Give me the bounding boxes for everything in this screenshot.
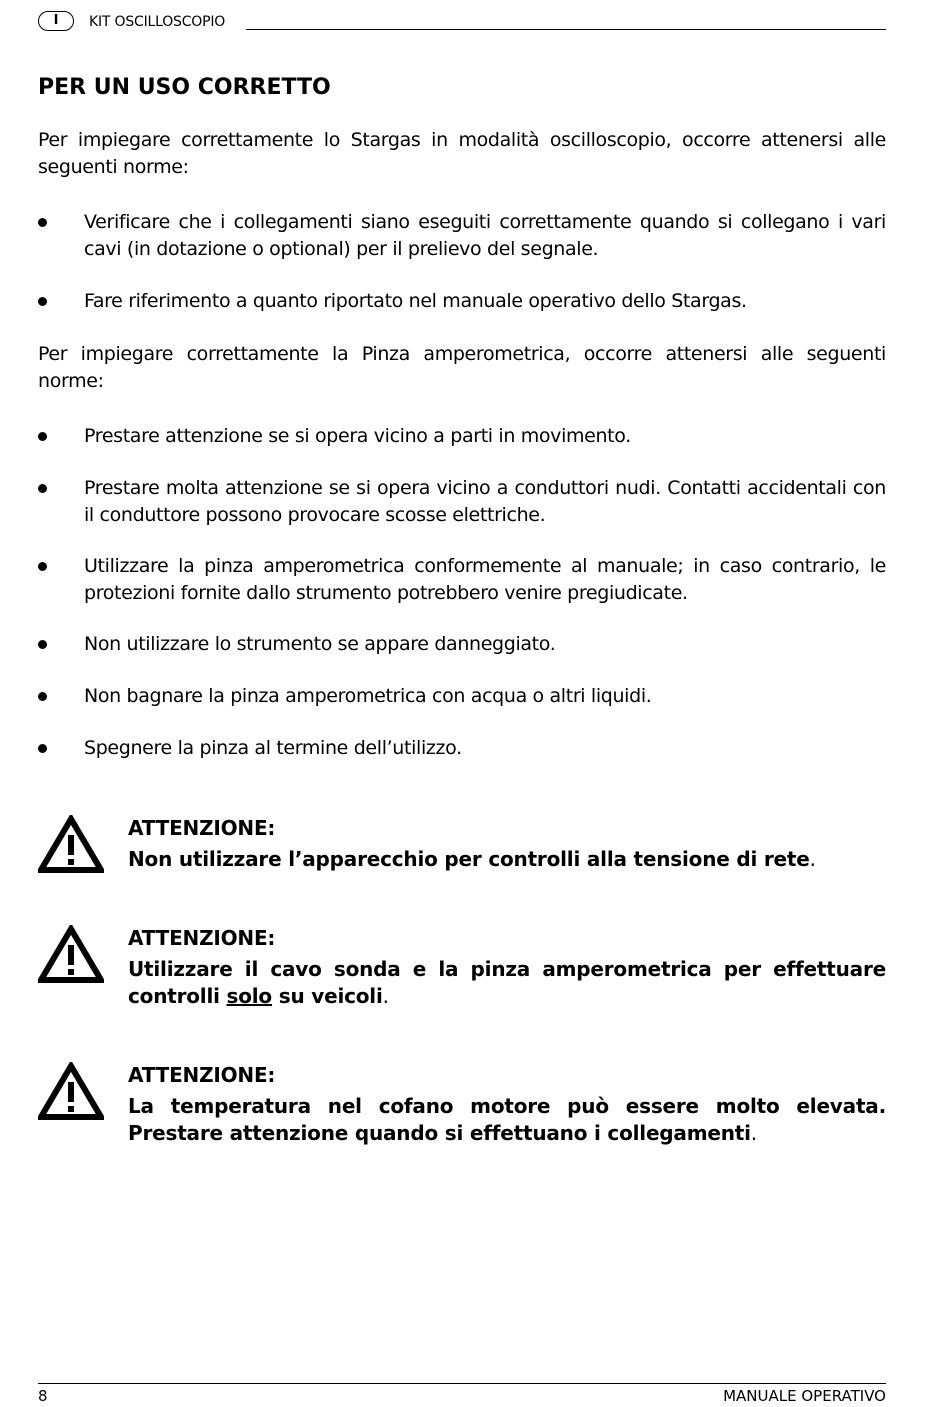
- list-item-text: Utilizzare la pinza amperometrica conformemente al manuale; in caso contrario, le protezioni fornite dallo strumento potrebbero venire pregiudicate.: [84, 555, 886, 604]
- list-item: [38, 735, 886, 762]
- list-item: [38, 288, 886, 315]
- warning-block: [38, 815, 886, 873]
- page-header: [38, 10, 886, 36]
- bullet-icon: [38, 744, 47, 753]
- list-item-text: Verificare che i collegamenti siano eseguiti correttamente quando si collegano i vari cavi (in dotazione o optional) per il prelievo del segnale.: [84, 211, 886, 260]
- warning-triangle-icon: [38, 925, 104, 983]
- bullet-icon: [38, 640, 47, 649]
- warning-text-main: La temperatura nel cofano motore può essere molto elevata. Prestare attenzione quando si effettuano i collegamenti: [128, 1094, 886, 1145]
- list-item: [38, 553, 886, 607]
- bullet-icon: [38, 218, 47, 227]
- warning-text-underlined: solo: [226, 984, 272, 1008]
- list-item-text: Non bagnare la pinza amperometrica con acqua o altri liquidi.: [84, 685, 652, 707]
- page-title: PER UN USO CORRETTO: [38, 75, 331, 100]
- list-item-text: Prestare molta attenzione se si opera vicino a conduttori nudi. Contatti accidentali con il conduttore possono provocare scosse elettriche.: [84, 477, 886, 526]
- warning-text: [128, 1093, 886, 1147]
- warning-text-end: .: [382, 984, 389, 1008]
- warning-text: [128, 956, 886, 1010]
- warning-text-after: su veicoli: [271, 984, 383, 1008]
- list-item-text: Fare riferimento a quanto riportato nel manuale operativo dello Stargas.: [84, 290, 747, 312]
- warning-text-end: .: [809, 847, 816, 871]
- list-item: [38, 683, 886, 710]
- warning-text-end: .: [750, 1121, 757, 1145]
- intro-oscilloscope: Per impiegare correttamente lo Stargas in modalità oscilloscopio, occorre attenersi alle seguenti norme:: [38, 129, 886, 178]
- warning-label: ATTENZIONE:: [128, 1063, 276, 1087]
- bullet-icon: [38, 297, 47, 306]
- warning-text-before: Utilizzare il cavo sonda e la pinza amperometrica per effettuare controlli: [128, 957, 886, 1008]
- footer-rule: [38, 1383, 886, 1384]
- bullet-icon: [38, 562, 47, 571]
- list-item: [38, 209, 886, 263]
- bullet-icon: [38, 432, 47, 441]
- list-item: [38, 631, 886, 658]
- list-item-text: Spegnere la pinza al termine dell’utilizzo.: [84, 737, 462, 759]
- footer-manual-title: MANUALE OPERATIVO: [723, 1387, 886, 1405]
- bullet-icon: [38, 484, 47, 493]
- bullet-icon: [38, 692, 47, 701]
- list-item-text: Non utilizzare lo strumento se appare danneggiato.: [84, 633, 556, 655]
- warning-label: ATTENZIONE:: [128, 926, 276, 950]
- intro-clamp: Per impiegare correttamente la Pinza amperometrica, occorre attenersi alle seguenti norme:: [38, 343, 886, 392]
- warning-triangle-icon: [38, 815, 104, 873]
- list-item: [38, 475, 886, 529]
- warning-text-main: Non utilizzare l’apparecchio per controlli alla tensione di rete: [128, 847, 810, 871]
- language-badge: I: [38, 11, 74, 31]
- list-item: [38, 423, 886, 450]
- header-title: KIT OSCILLOSCOPIO: [89, 14, 226, 30]
- page-number: 8: [38, 1387, 48, 1405]
- warning-label: ATTENZIONE:: [128, 816, 276, 840]
- warning-triangle-icon: [38, 1062, 104, 1120]
- warning-block: [38, 1062, 886, 1147]
- header-rule: [246, 29, 886, 30]
- list-item-text: Prestare attenzione se si opera vicino a parti in movimento.: [84, 425, 631, 447]
- warning-text: [128, 846, 886, 873]
- warning-block: [38, 925, 886, 1010]
